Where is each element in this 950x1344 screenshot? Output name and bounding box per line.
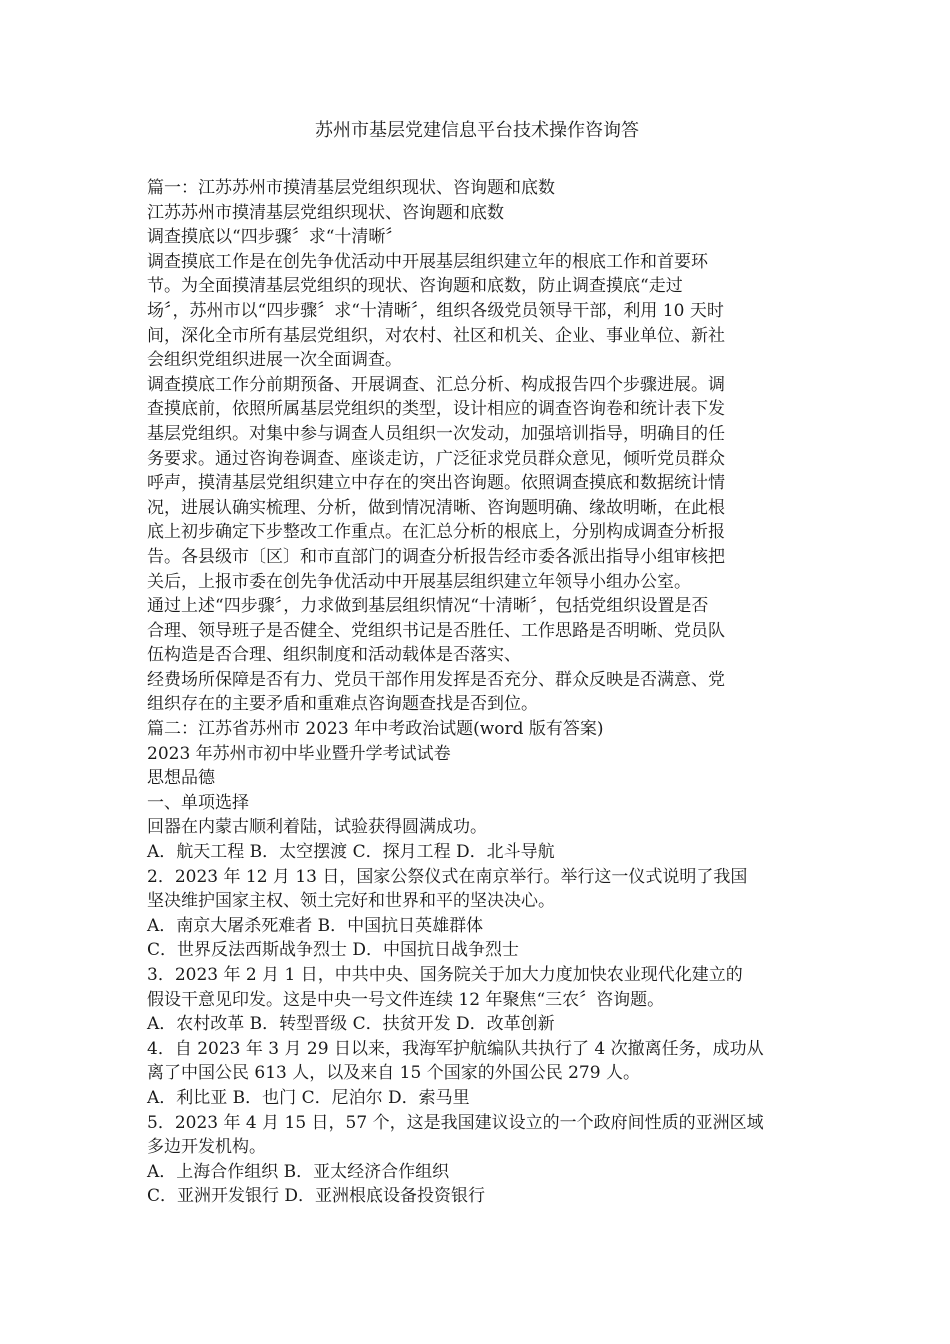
text-line: 合理、领导班子是否健全、党组织书记是否胜任、工作思路是否明晰、党员队 <box>147 620 725 641</box>
text-line: 经费场所保障是否有力、党员干部作用发挥是否充分、群众反映是否满意、党 <box>147 669 725 690</box>
text-line: 间，深化全市所有基层党组织，对农村、社区和机关、企业、事业单位、新社 <box>147 325 725 346</box>
text-line: 基层党组织。对集中参与调查人员组织一次发动，加强培训指导，明确目的任 <box>147 423 725 444</box>
text-line: A．利比亚 B．也门 C．尼泊尔 D．索马里 <box>147 1087 470 1108</box>
text-line: 坚决维护国家主权、领土完好和世界和平的坚决决心。 <box>147 891 555 912</box>
text-line: 2．2023 年 12 月 13 日，国家公祭仪式在南京举行。举行这一仪式说明了我国 <box>147 866 748 887</box>
text-line: 江苏苏州市摸清基层党组织现状、咨询题和底数 <box>147 202 504 223</box>
text-line: A．航天工程 B．太空摆渡 C．探月工程 D．北斗导航 <box>147 842 555 863</box>
text-line: 5．2023 年 4 月 15 日，57 个，这是我国建议设立的一个政府间性质的亚洲区域 <box>147 1112 764 1133</box>
text-line: 会组织党组织进展一次全面调查。 <box>147 350 402 371</box>
text-line: A．上海合作组织 B．亚太经济合作组织 <box>147 1161 450 1182</box>
text-line: 篇一：江苏苏州市摸清基层党组织现状、咨询题和底数 <box>147 178 555 198</box>
text-line: 关后，上报市委在创先争优活动中开展基层组织建立年领导小组办公室。 <box>147 571 691 592</box>
text-line: 查摸底前，依照所属基层党组织的类型，设计相应的调查咨询卷和统计表下发 <box>147 399 725 420</box>
text-line: 节。为全面摸清基层党组织的现状、咨询题和底数，防止调查摸底“走过 <box>147 276 683 297</box>
text-line: A．农村改革 B．转型晋级 C．扶贫开发 D．改革创新 <box>147 1014 555 1035</box>
text-line: 离了中国公民 613 人，以及来自 15 个国家的外国公民 279 人。 <box>147 1063 640 1084</box>
text-line: 2023 年苏州市初中毕业暨升学考试试卷 <box>147 743 451 764</box>
text-line: 况，进展认确实梳理、分析，做到情况清晰、咨询题明确、缘故明晰，在此根 <box>147 497 725 518</box>
text-line: 场〞，苏州市以“四步骤〞求“十清晰〞，组织各级党员领导干部，利用 10 天时 <box>147 300 724 321</box>
text-line: 假设干意见印发。这是中央一号文件连续 12 年聚焦“三农〞咨询题。 <box>147 989 665 1010</box>
text-line: 多边开发机构。 <box>147 1137 266 1158</box>
text-line: 务要求。通过咨询卷调查、座谈走访，广泛征求党员群众意见，倾听党员群众 <box>147 448 725 469</box>
text-line: 调查摸底以“四步骤〞求“十清晰〞 <box>147 227 403 248</box>
document-page <box>147 118 807 1209</box>
text-line: C．亚洲开发银行 D．亚洲根底设备投资银行 <box>147 1186 486 1207</box>
text-line: 调查摸底工作分前期预备、开展调查、汇总分析、构成报告四个步骤进展。调 <box>147 374 725 395</box>
text-line: 篇二：江苏省苏州市 2023 年中考政治试题(word 版有答案) <box>147 719 604 740</box>
text-line: 3．2023 年 2 月 1 日，中共中央、国务院关于加大力度加快农业现代化建立的 <box>147 965 743 985</box>
text-line: 一、单项选择 <box>147 792 249 813</box>
text-line: 4．自 2023 年 3 月 29 日以来，我海军护航编队共执行了 4 次撤离任务，成功从 <box>147 1038 764 1059</box>
document-body <box>147 176 807 1209</box>
text-line: A．南京大屠杀死难者 B．中国抗日英雄群体 <box>147 915 484 936</box>
text-line: C．世界反法西斯战争烈士 D．中国抗日战争烈士 <box>147 940 520 961</box>
text-line: 调查摸底工作是在创先争优活动中开展基层组织建立年的根底工作和首要环 <box>147 251 708 272</box>
text-line: 呼声，摸清基层党组织建立中存在的突出咨询题。依照调查摸底和数据统计情 <box>147 473 725 494</box>
text-line: 告。各县级市〔区〕和市直部门的调查分析报告经市委各派出指导小组审核把 <box>147 546 725 567</box>
text-line: 回器在内蒙古顺利着陆，试验获得圆满成功。 <box>147 817 487 838</box>
text-line: 伍构造是否合理、组织制度和活动载体是否落实、 <box>147 645 521 666</box>
text-line: 组织存在的主要矛盾和重难点咨询题查找是否到位。 <box>147 694 538 715</box>
text-line: 思想品德 <box>147 768 215 789</box>
document-title: 苏州市基层党建信息平台技术操作咨询答 <box>315 120 639 141</box>
text-line: 通过上述“四步骤〞，力求做到基层组织情况“十清晰〞，包括党组织设置是否 <box>147 596 709 617</box>
text-line: 底上初步确定下步整改工作重点。在汇总分析的根底上，分别构成调查分析报 <box>147 522 725 543</box>
